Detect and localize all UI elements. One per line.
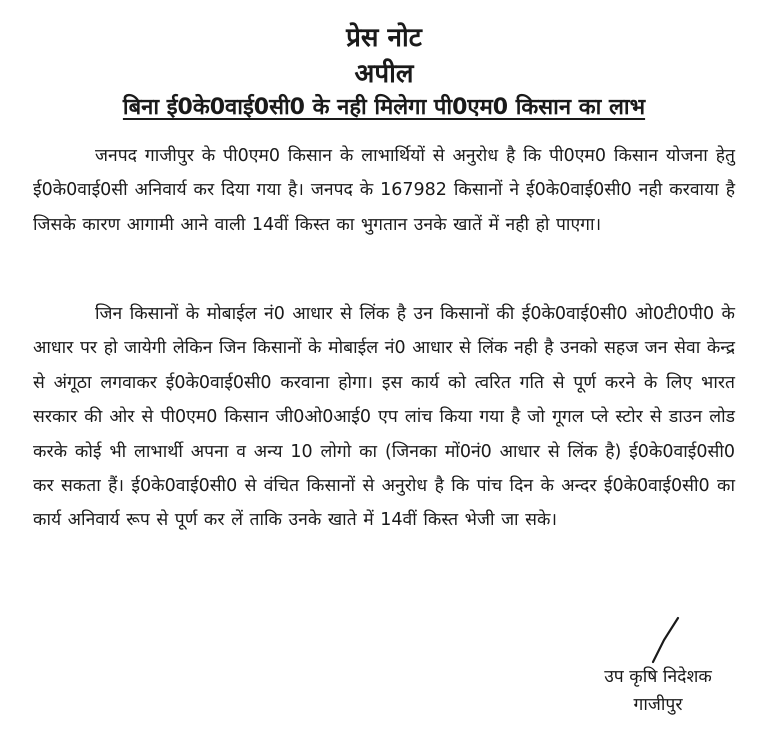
document-title: प्रेस नोट xyxy=(346,23,422,53)
signature-mark xyxy=(644,616,684,666)
paragraph-1: जनपद गाजीपुर के पी0एम0 किसान के लाभार्थियों से अनुरोध है कि पी0एम0 किसान योजना हेतु ई0के0वाई0सी अनिवार्य कर दिया गया है। जनपद के 167982 किसानों ने ई0के0वाई0सी0 नही करवाया है जिसके कारण आगामी आने वाली 14वीं किस्त का भुगतान उनके खातें में नही हो पाएगा। xyxy=(33,146,735,235)
paragraph-2: जिन किसानों के मोबाईल नं0 आधार से लिंक है उन किसानों की ई0के0वाई0सी0 ओ0टी0पी0 के आधार पर हो जायेगी लेकिन जिन किसानों के मोबाईल नं0 आधार से लिंक नही है उनको सहज जन सेवा केन्द्र से अंगूठा लगवाकर ई0के0वाई0सी0 करवाना होगा। इस कार्य को त्वरित गति से पूर्ण करने के लिए भारत सरकार की ओर से पी0एम0 किसान जी0ओ0आई0 एप लांच किया गया है जो गूगल प्ले स्टोर से डाउन लोड करके कोई भी लाभार्थी अपना व अन्य 10 लोगो का (जिनका मों0नं0 आधार से लिंक है) ई0के0वाई0सी0 कर सकता हैं। ई0के0वाई0सी0 से वंचित किसानों से अनुरोध है कि पांच दिन के अन्दर ई0के0वाई0सी0 का कार्य अनिवार्य रूप से पूर्ण कर लें ताकि उनके खाते में 14वीं किस्त भेजी जा सके। xyxy=(33,304,735,531)
subject-line xyxy=(0,94,768,122)
document-subtitle: अपील xyxy=(354,59,414,89)
subject-text: बिना ई0के0वाई0सी0 के नही मिलेगा पी0एम0 किसान का लाभ xyxy=(122,95,646,120)
signatory-designation: उप कृषि निदेशक xyxy=(604,667,712,687)
signatory-place: गाजीपुर xyxy=(633,695,683,715)
